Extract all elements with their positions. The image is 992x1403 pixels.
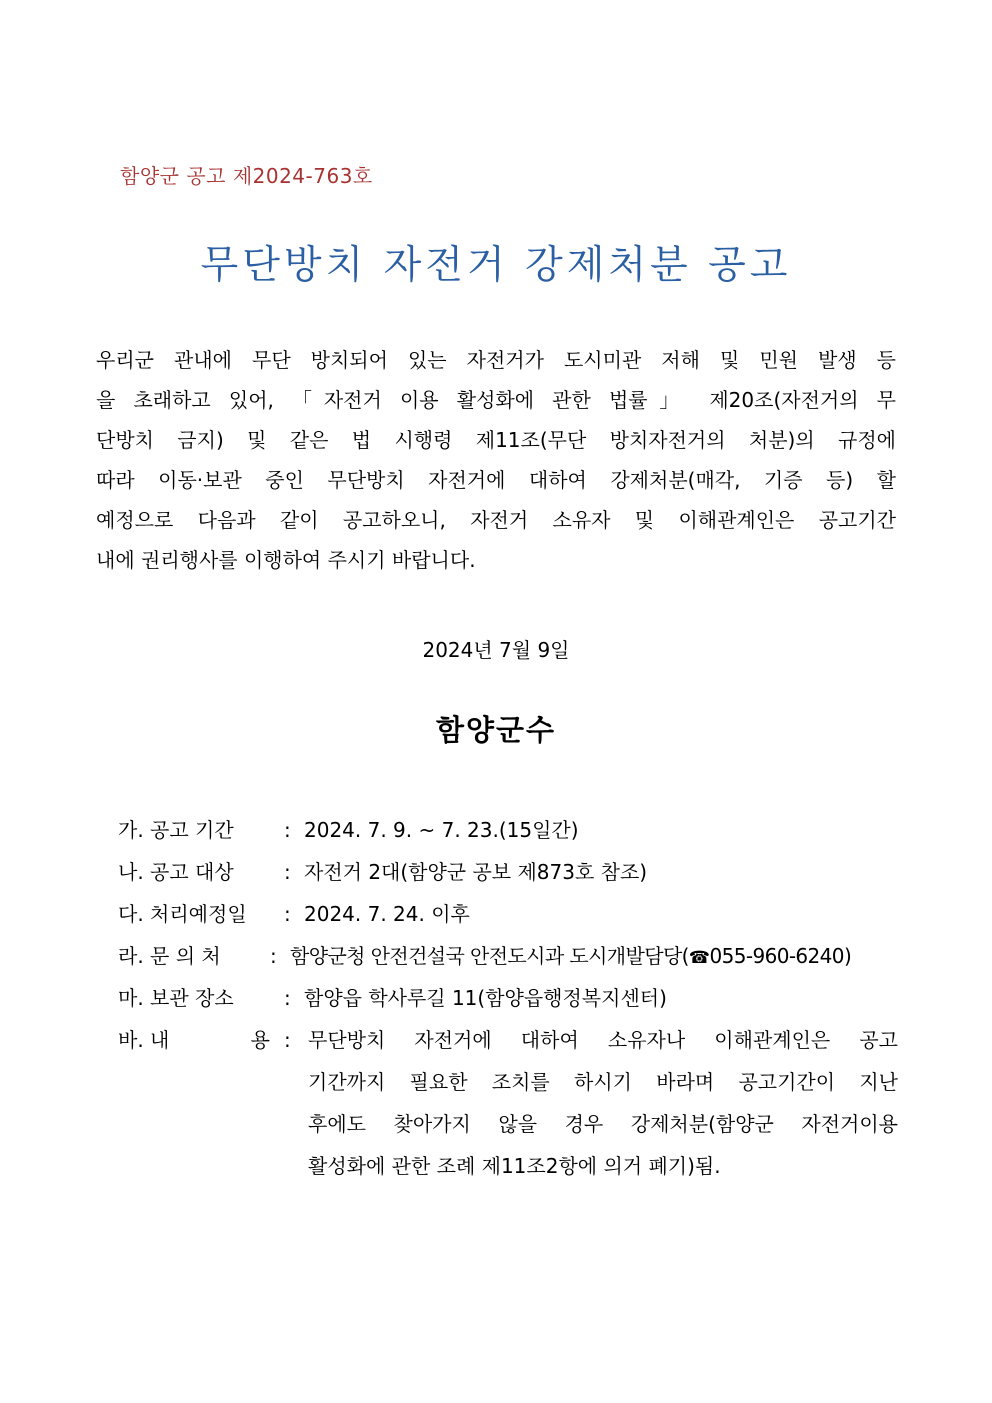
detail-row-contact bbox=[118, 938, 898, 980]
detail-row-content bbox=[118, 1022, 898, 1190]
contact-close: ) bbox=[843, 944, 852, 968]
detail-label bbox=[118, 1022, 270, 1058]
detail-colon: : bbox=[284, 986, 291, 1010]
detail-row-scheduled bbox=[118, 896, 898, 938]
page-title: 무단방치 자전거 강제처분 공고 bbox=[200, 243, 792, 288]
notice-date: 2024년 7월 9일 bbox=[422, 638, 570, 662]
storage-value: 함양읍 학사루길 11(함양읍행정복지센터) bbox=[304, 986, 667, 1010]
content-line: 활성화에 관한 조례 제11조2항에 의거 폐기)됨. bbox=[308, 1154, 721, 1178]
body-line: 따라 이동·보관 중인 무단방치 자전거에 대하여 강제처분(매각, 기증 등) 할 bbox=[96, 468, 896, 492]
detail-colon: : bbox=[284, 902, 291, 926]
detail-label bbox=[118, 812, 298, 848]
detail-label bbox=[118, 980, 298, 1016]
body-line: 우리군 관내에 무단 방치되어 있는 자전거가 도시미관 저해 및 민원 발생 등 bbox=[96, 348, 896, 372]
detail-row-target bbox=[118, 854, 898, 896]
detail-row-storage bbox=[118, 980, 898, 1022]
detail-colon: : bbox=[284, 860, 291, 884]
detail-label bbox=[118, 854, 298, 890]
period-value: 2024. 7. 9. ~ 7. 23.(15일간) bbox=[304, 818, 579, 842]
body-line: 내에 권리행사를 이행하여 주시기 바랍니다. bbox=[96, 548, 476, 572]
content-block bbox=[308, 1022, 898, 1190]
scheduled-value: 2024. 7. 24. 이후 bbox=[304, 902, 470, 926]
detail-colon: : bbox=[284, 818, 291, 842]
target-label: 나. 공고 대상 bbox=[118, 860, 234, 884]
content-line: 무단방치 자전거에 대하여 소유자나 이해관계인은 공고 bbox=[308, 1028, 898, 1052]
body-line: 을 초래하고 있어, 「자전거 이용 활성화에 관한 법률」 제20조(자전거의 무 bbox=[96, 388, 896, 412]
detail-label bbox=[118, 896, 298, 932]
body-line: 단방치 금지) 및 같은 법 시행령 제11조(무단 방치자전거의 처분)의 규정에 bbox=[96, 428, 896, 452]
scheduled-label: 다. 처리예정일 bbox=[118, 902, 247, 926]
contact-label: 라. 문 의 처 bbox=[118, 944, 221, 968]
content-label-left: 바. 내 bbox=[118, 1028, 170, 1052]
body-paragraph bbox=[96, 340, 896, 580]
notice-details bbox=[118, 812, 898, 1190]
detail-colon: : bbox=[270, 944, 277, 968]
issuer-name: 함양군수 bbox=[435, 713, 557, 747]
content-line: 후에도 찾아가지 않을 경우 강제처분(함양군 자전거이용 bbox=[308, 1112, 898, 1136]
telephone-icon: ☎ bbox=[688, 948, 710, 968]
period-label: 가. 공고 기간 bbox=[118, 818, 234, 842]
body-line: 예정으로 다음과 같이 공고하오니, 자전거 소유자 및 이해관계인은 공고기간 bbox=[96, 508, 896, 532]
content-label-right: 용 bbox=[250, 1028, 270, 1052]
notice-number: 함양군 공고 제2024-763호 bbox=[120, 164, 373, 188]
target-value: 자전거 2대(함양군 공보 제873호 참조) bbox=[304, 860, 648, 884]
content-line: 기간까지 필요한 조치를 하시기 바라며 공고기간이 지난 bbox=[308, 1070, 898, 1094]
detail-colon: : bbox=[284, 1028, 291, 1052]
detail-row-period bbox=[118, 812, 898, 854]
contact-department: 함양군청 안전건설국 안전도시과 도시개발담당( bbox=[290, 944, 689, 968]
storage-label: 마. 보관 장소 bbox=[118, 986, 234, 1010]
contact-phone: 055-960-6240 bbox=[709, 944, 844, 968]
contact-value bbox=[290, 938, 851, 976]
